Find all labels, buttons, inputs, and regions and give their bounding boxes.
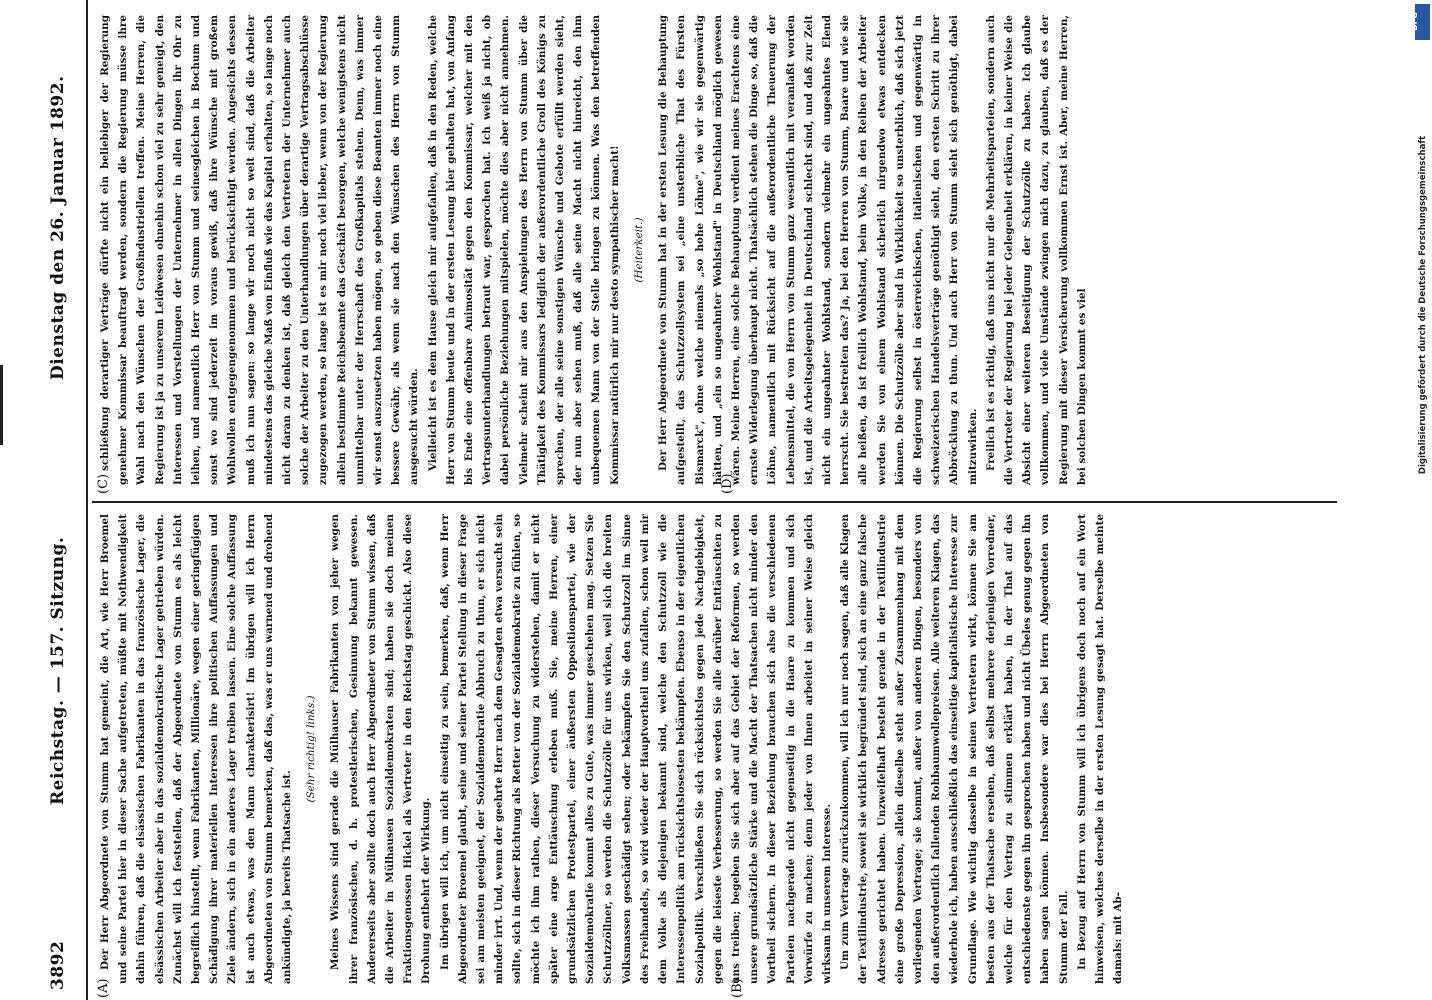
- left-text-column: [96, 514, 1336, 984]
- paragraph: Im übrigen will ich, um nicht einseitig zu sein, bemerken, daß, wenn Herr Abgeordneter Broemel glaubt, seine und seiner Partei Stellung in dieser Frage sei am meisten geeignet, der Sozialdemokratie Abbruch zu thun, er sich nicht minder irrt. Und, wenn der geehrte Herr nach dem Gesagten etwa versucht sein sollte, sich in dieser Richtung als Retter von der Sozialdemokratie zu fühlen, so möchte ich ihm rathen, dieser Versuchung zu widerstehen, damit er nicht später eine arge Enttäuschung erleben muß. Sie, meine Herren, einer grundsätzlichen Protestpartei, einer äußersten Oppositionspartei, wie der Sozialdemokratie kommt alles zu Gute, was immer geschehen mag. Setzen Sie Schutzzöllner, so werden die Schutzzölle für uns wirken, weil sich die breiten Volksmassen geschädigt sehen; oder bekämpfen Sie den Schutzzoll im Sinne des Freihandels, so wird wieder der Hauptvortheil uns zufallen, schon weil mir dem Volke als diejenigen bekannt sind, welche den Schutzzoll wie die Interessenpolitik am rücksichtslosesten bekämpfen. Ebenso in der eigentlichen Sozialpolitik. Verschließen Sie sich rücksichtslos gegen jede Nachgiebigkeit, gegen die leiseste Verbesserung, so werden Sie alle darüber Enttäuschten zu uns treiben; begeben Sie sich aber auf das Gebiet der Reformen, so werden unsere grundsätzliche Stärke und die Macht der Thatsachen nicht minder den Vortheil sichern. In dieser Beziehung brauchen sich also die verschiedenen Parteien nachgerade nicht gegenseitig in die Haare zu kommen und sich Vorwürfe zu machen; denn jeder von Ihnen arbeitet in seiner Weise gleich wirksam in unserem Interesse.: [438, 514, 833, 984]
- column-divider: [92, 501, 1337, 503]
- paragraph: Um zum Vertrage zurückzukommen, will ich nur noch sagen, daß alle Klagen der Textilindustrie, soweit sie wirklich begründet sind, sich an eine ganz falsche Adresse gerichtet haben. Unzweifelhaft besteht gerade in der Textilindustrie eine große Depression, allein dieselbe steht außer Zusammenhang mit dem vorliegenden Vertrage; sie kommt, außer von anderen Dingen, besonders von den außerordentlich fallenden Rohbaumwollepreisen. Alle weiteren Klagen, das wiederhole ich, haben ausschließlich das einseitige kapitalistische Interesse zur Grundlage. Wie wichtig dasselbe in seinen Vertretern wirkt, können Sie am besten aus der Thatsache ersehen, daß selbst mehrere derjenigen Vorredner, welche für den Vertrag zu stimmen erklärt haben, in der That auf das entschiedenste gegen ihn gesprochen haben und nicht Übeles genug gegen ihn haben sagen können. Insbesondere war dies bei Herrn Abgeordneten von Stumm der Fall.: [839, 514, 1070, 984]
- page-header: [0, 0, 80, 1000]
- margin-marker-d: (D): [720, 473, 735, 494]
- paragraph: schließung derartiger Verträge dürfte nicht ein beliebiger der Regierung genehmer Kommissar beauftragt werden, sondern die Regierung müsse ihre Wahl nach den Wünschen der Großindustriellen treffen. Meine Herren, die Regierung ist ja zu unserem Leidwesen ohnehin schon viel zu sehr geneigt, den Interessen und Vorstellungen der Unternehmer in allen Dingen ihr Ohr zu leihen, und namentlich Herr von Stumm und seinesgleichen in Bochum und sonst wo sind jederzeit im voraus gewiß, daß ihre Wünsche mit großem Wohlwollen entgegengenommen und berücksichtigt werden. Angesichts dessen muß ich nun sagen: so lange wir noch nicht so weit sind, daß die Arbeiter mindestens das gleiche Maß von Einfluß wie das Kapital erhalten, so lange noch nicht daran zu denken ist, daß gleich den Vertretern der Unternehmer auch solche der Arbeiter zu den Unterhandlungen über derartige Vertragsabschlüsse zugezogen werden, so lange ist es mir noch viel lieber, wenn von der Regierung allein bestimmte Reichsbeamte das Geschäft besorgen, welche wenigstens nicht unmittelbar unter der Herrschaft des Großkapitals stehen. Denn, was immer wir sonst auszusetzen haben mögen, so geben diese Beamten immer noch eine bessere Gewähr, als wenn sie nach den Wünschen des Herrn von Stumm ausgesucht würden.: [99, 15, 421, 485]
- paragraph: Freilich ist es richtig, daß uns nicht nur die Mehrheitsparteien, sondern auch die Vertreter der Regierung bei jeder Gelegenheit erklären, in keiner Weise die Absicht einer weiteren Beseitigung der Schutzzölle zu haben. Ich glaube vollkommen, und viele Umstände zwingen mich dazu, zu glauben, daß es der Regierung mit dieser Versicherung vollkommen Ernst ist. Aber, meine Herren, bei solchen Dingen kommt es viel: [984, 15, 1088, 485]
- digitization-credit-text: Digitalisierung gefördert durch die Deutsche Forschungsgemeinschaft: [1418, 135, 1428, 475]
- interjection: (Sehr richtig! links.): [305, 695, 318, 803]
- header-rule: [86, 0, 88, 1000]
- paragraph: Vielleicht ist es dem Hause gleich mir aufgefallen, daß in den Reden, welche Herr von Stumm heute und in der ersten Lesung hier gehalten hat, von Anfang bis Ende eine offenbare Animosität gegen den Kommissar, welcher mit den Vertragsunterhandlungen betraut war, gesprochen hat. Ich weiß ja nicht, ob dabei persönliche Beziehungen mitspielen, möchte dies aber nicht annehmen. Vielmehr scheint mir aus den Anspielungen des Herrn von Stumm über die Thätigkeit des Kommissars lediglich der außerordentliche Groll des Königs zu sprechen, der alle seine sonstigen Wünsche und Gebote erfüllt werden sieht, der nun aber sehen muß, daß alle seine Macht nicht hinreicht, den ihm unbequemen Mann von der Stelle bringen zu können. Was den betreffenden Kommissar natürlich mir nur desto sympathischer macht!: [426, 15, 621, 485]
- paragraph: Meines Wissens sind gerade die Mülhauser Fabrikanten von jeher wegen ihrer französischen, d. h. protestlerischen, Gesinnung bekannt gewesen. Andererseits aber sollte doch auch Herr Abgeordneter von Stumm wissen, daß die Arbeiter in Mülhausen Sozialdemokraten sind; haben sie doch meinen Fraktionsgenossen Hickel als Vertreter in den Reichstag geschickt. Also diese Drohung entbehrt der Wirkung.: [329, 514, 433, 984]
- page-number: 3892: [48, 940, 68, 990]
- header-left-title: Reichstag. — 157. Sitzung.: [48, 536, 68, 805]
- header-right-title: Dienstag den 26. Januar 1892.: [48, 75, 68, 380]
- paragraph: Der Herr Abgeordnete von Stumm hat in der ersten Lesung die Behauptung aufgestellt, das Schutzzollsystem sei „eine unsterbliche That des Fürsten Bismarck", ohne welche niemals „so hohe Löhne", wie wir sie gegenwärtig hätten, und „ein so ungeahnter Wohlstand" in Deutschland möglich gewesen wären. Meine Herren, eine solche Behauptung verdient meines Erachtens eine ernste Widerlegung überhaupt nicht. Thatsächlich stehen die Dinge so, daß die Löhne, namentlich mit Rücksicht auf die außerordentliche Theuerung der Lebensmittel, die von Herrn von Stumm ganz wesentlich mit veranlaßt worden ist, und die Arbeitsgelegenheit in Deutschland schlecht sind, und daß zur Zeit nicht ein ungeahnter Wohlstand, sondern vielmehr ein ungeahntes Elend herrscht. Sie bestreiten das? Ja, bei den Herren von Stumm, Baare und wie sie alle heißen, da ist freilich Wohlstand, beim Volke, in den Reihen der Arbeiter werden Sie von einem Wohlstand sicherlich nirgendwo etwas entdecken können. Die Schutzzölle aber sind in Wirklichkeit so unsterblich, daß sich jetzt die Regierung selbst in österreichischen, italienischen und gegenwärtig in schweizerischen Handelsverträge genöthigt sieht, den ersten Schritt zu ihrer Abbröcklung zu thun. Und auch Herr von Stumm sieht sich genöthigt, dabei mitzuwirken.: [657, 15, 979, 485]
- margin-marker-b: (B): [730, 978, 745, 998]
- margin-marker-c: (C): [96, 473, 111, 494]
- interjection: (Heiterkeit.): [632, 217, 645, 283]
- margin-marker-a: (A): [96, 978, 111, 998]
- dfg-logo-text: DFG: [1409, 12, 1419, 31]
- paragraph: In Bezug auf Herrn von Stumm will ich übrigens doch noch auf ein Wort hinweisen, welches derselbe in der ersten Lesung gesagt hat. Derselbe meinte damals: mit Ab-: [1075, 514, 1125, 984]
- paragraph: Der Herr Abgeordnete von Stumm hat gemeint, die Art, wie Herr Broemel und seine Partei hier in dieser Sache aufgetreten, müßte mit Nothwendigkeit dahin führen, daß die elsässischen Fabrikanten in das französische Lager, die elsässischen Arbeiter aber in das sozialdemokratische Lager getrieben würden. Zunächst will ich feststellen, daß der Abgeordnete von Stumm es als leicht begreiflich hinstellt, wenn Fabrikanten, Millionäre, wegen einer geringfügigen Schädigung ihrer materiellen Interessen ihre politischen Auffassungen und Ziele ändern, sich in ein anderes Lager treiben lassen. Eine solche Auffassung ist auch etwas, was den Mann charakterisirt! Im übrigen will ich Herrn Abgeordneten von Stumm bemerken, daß das, was er uns warnend und drohend ankündigte, ja bereits Thatsache ist.: [99, 514, 294, 984]
- right-text-column: [96, 15, 1336, 485]
- digitization-credit-strip: [1409, 0, 1432, 1000]
